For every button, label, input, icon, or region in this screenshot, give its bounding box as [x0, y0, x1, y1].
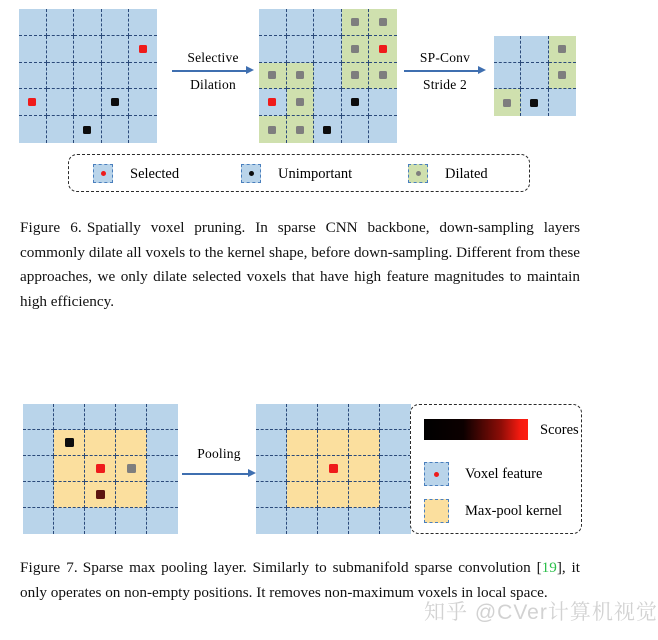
voxel-cell [47, 63, 75, 90]
voxel-cell [549, 36, 576, 63]
voxel-cell [549, 63, 576, 90]
voxel-marker-red [96, 464, 105, 473]
voxel-cell [19, 9, 47, 36]
voxel-cell [521, 89, 548, 116]
voxel-cell [74, 36, 102, 63]
voxel-cell [314, 89, 342, 116]
voxel-grid [259, 9, 397, 143]
voxel-cell [116, 404, 147, 430]
voxel-cell [129, 9, 157, 36]
arrow-label-line2: Dilation [190, 77, 236, 92]
voxel-cell [85, 482, 116, 508]
voxel-cell [129, 89, 157, 116]
voxel-cell [256, 430, 287, 456]
voxel-cell [314, 116, 342, 143]
voxel-marker-red [28, 98, 36, 106]
figure6-caption-text: Spatially voxel pruning. In sparse CNN backbone, down-sampling layers commonly dilate all voxels to the kernel shape, before down-sampling. Different from these approaches, we only dilate selected voxels that have high feature magnitudes to maintain high efficiency. [20, 219, 580, 310]
voxel-cell [342, 89, 370, 116]
voxel-cell [47, 116, 75, 143]
voxel-cell [19, 63, 47, 90]
voxel-cell [521, 63, 548, 90]
voxel-grid [256, 404, 411, 534]
voxel-cell [494, 36, 521, 63]
voxel-cell [314, 36, 342, 63]
voxel-cell [74, 89, 102, 116]
legend-label-scores: Scores [540, 421, 579, 438]
voxel-cell [54, 482, 85, 508]
voxel-cell [349, 482, 380, 508]
voxel-cell [287, 9, 315, 36]
voxel-cell [74, 9, 102, 36]
arrow-label-line2: Stride 2 [423, 77, 467, 92]
watermark: 知乎 @CVer计算机视觉 [424, 601, 658, 624]
legend-item-max-pool-kernel [424, 499, 562, 523]
voxel-cell [129, 116, 157, 143]
voxel-cell [380, 456, 411, 482]
voxel-cell [116, 430, 147, 456]
voxel-cell [287, 430, 318, 456]
arrow-shaft [172, 66, 254, 76]
voxel-cell [23, 456, 54, 482]
voxel-cell [85, 430, 116, 456]
voxel-cell [494, 89, 521, 116]
voxel-cell [314, 9, 342, 36]
voxel-cell [23, 430, 54, 456]
voxel-cell [369, 36, 397, 63]
legend-label-unimportant: Unimportant [278, 165, 353, 182]
arrow-label-line1: Selective [187, 50, 239, 65]
voxel-marker-black [65, 438, 74, 447]
legend-swatch-voxel-feature [424, 462, 449, 486]
voxel-marker-black [351, 98, 359, 106]
voxel-cell [116, 482, 147, 508]
legend-dot-red [434, 472, 439, 477]
voxel-marker-darkred [96, 490, 105, 499]
voxel-cell [318, 508, 349, 534]
voxel-cell [256, 404, 287, 430]
voxel-cell [147, 430, 178, 456]
voxel-cell [54, 508, 85, 534]
legend-swatch-dilated [408, 164, 428, 183]
voxel-cell [342, 63, 370, 90]
voxel-cell [74, 63, 102, 90]
voxel-cell [102, 36, 130, 63]
arrow-pooling [182, 446, 256, 480]
voxel-cell [129, 63, 157, 90]
legend-item-selected [93, 164, 179, 183]
voxel-cell [147, 456, 178, 482]
voxel-cell [369, 116, 397, 143]
voxel-cell [380, 404, 411, 430]
voxel-marker-black [111, 98, 119, 106]
voxel-marker-red [268, 98, 276, 106]
legend-item-dilated [408, 164, 488, 183]
voxel-cell [380, 430, 411, 456]
legend-swatch-selected [93, 164, 113, 183]
arrow-sp-conv [404, 50, 486, 92]
voxel-cell [85, 456, 116, 482]
voxel-marker-gray [379, 71, 387, 79]
legend-label-max-pool-kernel: Max-pool kernel [465, 503, 563, 519]
arrow-label-pooling: Pooling [197, 446, 241, 461]
voxel-cell [147, 508, 178, 534]
voxel-cell [287, 482, 318, 508]
voxel-cell [19, 116, 47, 143]
figure7-caption [20, 556, 580, 605]
voxel-cell [287, 36, 315, 63]
voxel-marker-gray [127, 464, 136, 473]
legend-label-dilated: Dilated [445, 165, 488, 182]
arrow-label-line1: SP-Conv [419, 50, 471, 65]
arrow-shaft [404, 66, 486, 76]
voxel-cell [116, 456, 147, 482]
voxel-marker-gray [503, 99, 511, 107]
voxel-cell [259, 89, 287, 116]
legend-dot-black [249, 171, 254, 176]
voxel-cell [85, 404, 116, 430]
voxel-marker-black [323, 126, 331, 134]
voxel-cell [74, 116, 102, 143]
voxel-marker-red [329, 464, 338, 473]
voxel-grid [19, 9, 157, 143]
voxel-cell [369, 89, 397, 116]
voxel-marker-gray [379, 18, 387, 26]
voxel-cell [23, 482, 54, 508]
voxel-cell [47, 89, 75, 116]
voxel-cell [23, 404, 54, 430]
voxel-cell [259, 63, 287, 90]
voxel-cell [19, 36, 47, 63]
voxel-cell [521, 36, 548, 63]
voxel-cell [318, 456, 349, 482]
voxel-cell [380, 482, 411, 508]
voxel-cell [287, 116, 315, 143]
voxel-cell [102, 63, 130, 90]
voxel-cell [380, 508, 411, 534]
voxel-cell [147, 404, 178, 430]
voxel-marker-gray [296, 98, 304, 106]
voxel-cell [47, 9, 75, 36]
voxel-cell [287, 89, 315, 116]
voxel-cell [318, 404, 349, 430]
voxel-cell [549, 89, 576, 116]
voxel-cell [349, 404, 380, 430]
voxel-marker-gray [296, 126, 304, 134]
voxel-cell [256, 456, 287, 482]
voxel-cell [318, 430, 349, 456]
figure7-caption-text-before: Sparse max pooling layer. Similarly to submanifold sparse convolution [ [82, 559, 542, 576]
voxel-cell [23, 508, 54, 534]
voxel-cell [287, 404, 318, 430]
legend-item-scores [424, 419, 579, 440]
voxel-cell [116, 508, 147, 534]
voxel-cell [54, 430, 85, 456]
legend-label-selected: Selected [130, 165, 180, 182]
voxel-cell [342, 116, 370, 143]
voxel-marker-gray [558, 71, 566, 79]
legend-item-voxel-feature [424, 462, 542, 486]
voxel-cell [85, 508, 116, 534]
figure6-dilated-grid [259, 9, 397, 143]
voxel-marker-red [139, 45, 147, 53]
voxel-cell [256, 508, 287, 534]
voxel-cell [342, 9, 370, 36]
figure6-caption-lead: Figure 6. [20, 219, 82, 236]
legend-score-gradient [424, 419, 528, 440]
figure7-caption-lead: Figure 7. [20, 559, 78, 576]
voxel-cell [102, 9, 130, 36]
voxel-cell [314, 63, 342, 90]
figure6-legend [68, 154, 530, 192]
voxel-marker-black [530, 99, 538, 107]
legend-label-voxel-feature: Voxel feature [465, 466, 543, 482]
voxel-marker-gray [351, 18, 359, 26]
legend-item-unimportant [241, 164, 352, 183]
voxel-cell [256, 482, 287, 508]
voxel-cell [287, 456, 318, 482]
figure7-caption-reference[interactable]: 19 [541, 559, 557, 576]
legend-dot-gray [416, 171, 421, 176]
arrow-shaft [182, 469, 256, 479]
figure6-input-grid [19, 9, 157, 143]
figure7-output-grid [256, 404, 411, 534]
voxel-cell [349, 508, 380, 534]
voxel-cell [47, 36, 75, 63]
voxel-cell [287, 63, 315, 90]
legend-swatch-unimportant [241, 164, 261, 183]
voxel-marker-black [83, 126, 91, 134]
arrow-selective-dilation [172, 50, 254, 92]
figure6-output-grid [494, 36, 576, 116]
voxel-cell [349, 430, 380, 456]
voxel-cell [287, 508, 318, 534]
voxel-cell [102, 89, 130, 116]
voxel-marker-gray [268, 71, 276, 79]
voxel-cell [342, 36, 370, 63]
voxel-cell [19, 89, 47, 116]
voxel-marker-gray [558, 45, 566, 53]
voxel-cell [54, 456, 85, 482]
voxel-cell [369, 63, 397, 90]
figure7-input-grid [23, 404, 178, 534]
voxel-cell [494, 63, 521, 90]
figure7-legend [410, 404, 582, 534]
figure7-caption-text-after: ], it only operates on non-empty positions. It removes non-maximum voxels in local space. [20, 559, 580, 601]
legend-swatch-max-pool-kernel [424, 499, 449, 523]
voxel-cell [102, 116, 130, 143]
voxel-marker-gray [268, 126, 276, 134]
voxel-cell [259, 116, 287, 143]
figure6-caption [20, 216, 580, 314]
voxel-cell [54, 404, 85, 430]
voxel-grid [494, 36, 576, 116]
voxel-cell [259, 36, 287, 63]
voxel-cell [147, 482, 178, 508]
voxel-marker-gray [351, 71, 359, 79]
voxel-cell [259, 9, 287, 36]
voxel-cell [369, 9, 397, 36]
voxel-cell [318, 482, 349, 508]
voxel-cell [129, 36, 157, 63]
voxel-marker-gray [351, 45, 359, 53]
voxel-marker-gray [296, 71, 304, 79]
legend-dot-red [101, 171, 106, 176]
voxel-marker-red [379, 45, 387, 53]
voxel-grid [23, 404, 178, 534]
voxel-cell [349, 456, 380, 482]
